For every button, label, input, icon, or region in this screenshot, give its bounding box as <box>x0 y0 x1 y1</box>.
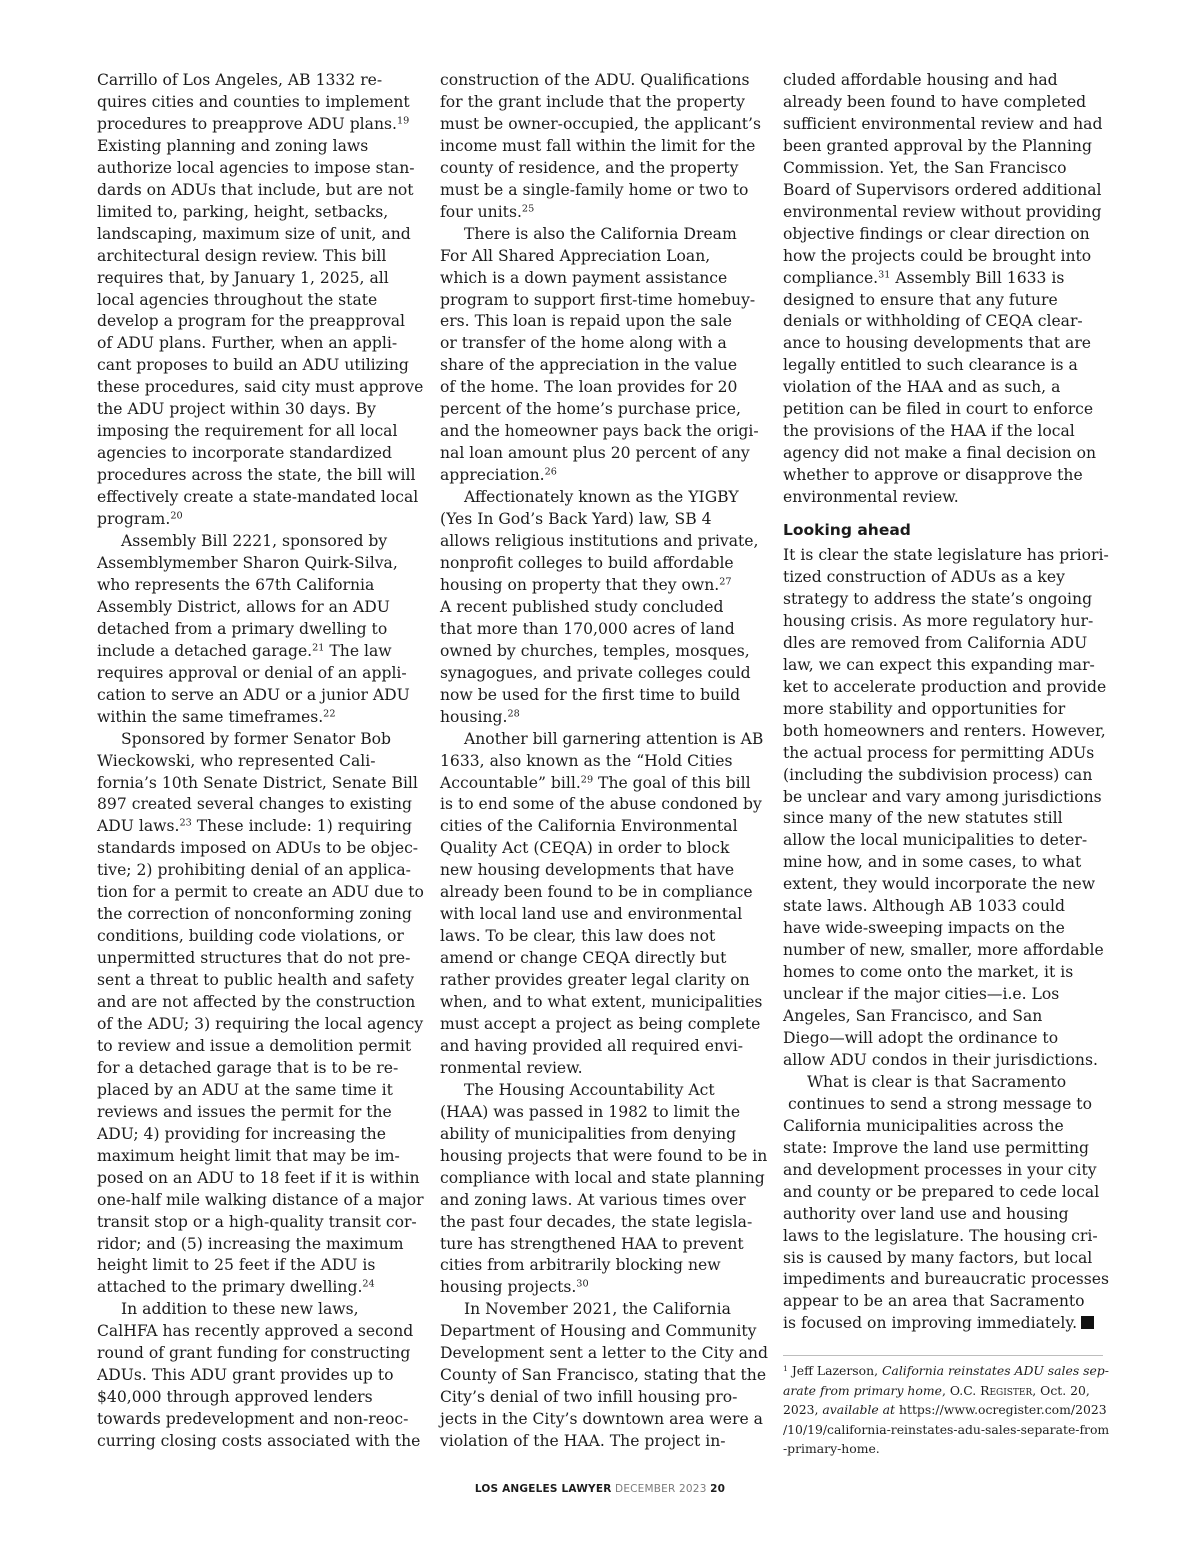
text-line: limited to, parking, height, setbacks, <box>97 202 389 221</box>
text-line: both homeowners and renters. However, <box>783 721 1106 740</box>
text-line: how the projects could be brought into <box>783 246 1092 265</box>
text-line: violation of the HAA. The project in- <box>440 1432 726 1451</box>
text-line: already been found to have completed <box>783 92 1087 111</box>
text-line: of the home. The loan provides for 20 <box>440 378 738 397</box>
text-line: ket to accelerate production and provide <box>783 677 1107 696</box>
text-line: Assembly District, allows for an ADU <box>97 597 390 616</box>
text-line: authorize local agencies to impose stan- <box>97 158 415 177</box>
text-line: Diego—will adopt the ordinance to <box>783 1028 1059 1047</box>
text-line: posed on an ADU to 18 feet if it is within <box>97 1168 420 1187</box>
text-line: Angeles, San Francisco, and San <box>783 1007 1043 1026</box>
page-footer <box>0 1483 1200 1495</box>
text-line: of ADU plans. Further, when an appli- <box>97 334 398 353</box>
footnote-ref: 20 <box>170 510 183 522</box>
issue-date: DECEMBER 2023 <box>615 1483 707 1495</box>
text-line: ridor; and (5) increasing the maximum <box>97 1234 404 1253</box>
text-line: more stability and opportunities for <box>783 699 1066 718</box>
text-line: tized construction of ADUs as a key <box>783 567 1065 586</box>
text-line: one-half mile walking distance of a major <box>97 1190 424 1209</box>
text-line: Existing planning and zoning laws <box>97 136 369 155</box>
footnote-ref: 22 <box>323 708 336 720</box>
text-line: architectural design review. This bill <box>97 246 387 265</box>
text-line: denials or withholding of CEQA clear- <box>783 312 1083 331</box>
footnote-divider <box>783 1355 1103 1356</box>
text-line: agency did not make a final decision on <box>783 444 1097 463</box>
text-line: within the same timeframes.$^{22}$ <box>97 707 336 726</box>
footnote-ref: 29 <box>580 774 594 786</box>
text-line: is focused on improving immediately. <box>783 1313 1103 1335</box>
text-line: which is a down payment assistance <box>440 268 728 287</box>
text-line: nonprofit colleges to build affordable <box>440 553 734 572</box>
text-line: Wieckowski, who represented Cali- <box>97 751 376 770</box>
text-line: extent, they would incorporate the new <box>783 875 1096 894</box>
text-line: (Yes In God’s Back Yard) law, SB 4 <box>440 510 712 529</box>
text-line: already been found to be in compliance <box>440 883 753 902</box>
footnote-ref: 25 <box>521 203 535 215</box>
text-line: the past four decades, the state legisla- <box>440 1212 753 1231</box>
text-line: new housing developments that have <box>440 861 735 880</box>
text-line: $40,000 through approved lenders <box>97 1388 373 1407</box>
text-line: petition can be filed in court to enforce <box>783 400 1094 419</box>
text-line: transit stop or a high-quality transit cor- <box>97 1212 417 1231</box>
footnote-ref: 26 <box>544 466 557 478</box>
text-line: income must fall within the limit for the <box>440 136 756 155</box>
footnote-line: $^1$ Jeff Lazerson, California reinstates ADU sales sep- <box>783 1363 1109 1378</box>
text-line: four units.$^{25}$ <box>440 202 535 221</box>
end-of-article-mark <box>1081 1316 1094 1329</box>
footnote-line: 2023, available at https://www.ocregister.com/2023 <box>783 1402 1107 1418</box>
text-line: number of new, smaller, more affordable <box>783 941 1104 960</box>
text-line: housing projects.$^{30}$ <box>440 1278 589 1297</box>
text-line: that more than 170,000 acres of land <box>440 619 735 638</box>
text-line: county of residence, and the property <box>440 158 739 177</box>
article-column-1 <box>97 70 424 1453</box>
text-line: must accept a project as being complete <box>440 1014 761 1033</box>
footnote-number: 1 <box>783 1363 788 1373</box>
text-line: impediments and bureaucratic processes <box>783 1270 1110 1289</box>
text-line: amend or change CEQA directly but <box>440 949 727 968</box>
text-line: In addition to these new laws, <box>121 1300 359 1319</box>
footnote-url[interactable]: /10/19/california-reinstates-adu-sales-separate-from <box>783 1421 1110 1437</box>
text-line: effectively create a state-mandated local <box>97 488 419 507</box>
text-line: procedures to preapprove ADU plans.$^{19}$ <box>97 114 410 133</box>
text-line: the provisions of the HAA if the local <box>783 422 1075 441</box>
text-line: agencies to incorporate standardized <box>97 444 392 463</box>
text-line: Assemblymember Sharon Quirk-Silva, <box>97 553 398 572</box>
footnote-ref: 21 <box>312 642 325 654</box>
text-line: height limit to 25 feet if the ADU is <box>97 1256 376 1275</box>
text-line: Sponsored by former Senator Bob <box>121 729 392 748</box>
text-line: California municipalities across the <box>783 1116 1064 1135</box>
text-line: detached from a primary dwelling to <box>97 619 388 638</box>
text-line: ADUs. This ADU grant provides up to <box>97 1366 394 1385</box>
text-line: homes to come onto the market, it is <box>783 963 1074 982</box>
text-line: the correction of nonconforming zoning <box>97 905 412 924</box>
text-line: local agencies throughout the state <box>97 290 378 309</box>
footnote-url[interactable]: https://www.ocregister.com/2023 <box>895 1402 1107 1418</box>
text-line: dards on ADUs that include, but are not <box>97 180 414 199</box>
text-line: sent a threat to public health and safety <box>97 971 415 990</box>
footnote-ref: 27 <box>719 576 732 588</box>
text-line: laws. To be clear, this law does not <box>440 927 716 946</box>
text-line: sis is caused by many factors, but local <box>783 1248 1093 1267</box>
text-line: have wide-sweeping impacts on the <box>783 919 1065 938</box>
text-line: share of the appreciation in the value <box>440 356 738 375</box>
text-line: develop a program for the preapproval <box>97 312 406 331</box>
text-line: housing.$^{28}$ <box>440 707 520 726</box>
text-line: In November 2021, the California <box>464 1300 731 1319</box>
text-line: cation to serve an ADU or a junior ADU <box>97 685 410 704</box>
text-line: landscaping, maximum size of unit, and <box>97 224 411 243</box>
text-line: For All Shared Appreciation Loan, <box>440 246 711 265</box>
text-line: Assembly Bill 2221, sponsored by <box>121 532 388 551</box>
text-line: state: Improve the land use permitting <box>783 1138 1090 1157</box>
text-line: A recent published study concluded <box>440 597 724 616</box>
footnote-ref: 23 <box>179 818 192 830</box>
text-line: Department of Housing and Community <box>440 1322 757 1341</box>
text-line: imposing the requirement for all local <box>97 422 398 441</box>
text-line: is to end some of the abuse condoned by <box>440 795 762 814</box>
text-line: ers. This loan is repaid upon the sale <box>440 312 732 331</box>
text-line: percent of the home’s purchase price, <box>440 400 741 419</box>
text-line: allows religious institutions and private, <box>440 532 759 551</box>
text-line: synagogues, and private colleges could <box>440 663 751 682</box>
text-line: and having provided all required envi- <box>440 1036 744 1055</box>
text-line: or transfer of the home along with a <box>440 334 727 353</box>
text-line: tive; 2) prohibiting denial of an applica- <box>97 861 411 880</box>
text-line: laws to the legislature. The housing cri- <box>783 1226 1098 1245</box>
text-line: maximum height limit that may be im- <box>97 1146 400 1165</box>
text-line: who represents the 67th California <box>97 575 375 594</box>
text-line: nal loan amount plus 20 percent of any <box>440 444 750 463</box>
text-line: for a detached garage that is to be re- <box>97 1058 399 1077</box>
text-line: unpermitted structures that do not pre- <box>97 949 411 968</box>
text-line: dles are removed from California ADU <box>783 633 1088 652</box>
text-line: owned by churches, temples, mosques, <box>440 641 750 660</box>
text-line: strategy to address the state’s ongoing <box>783 589 1093 608</box>
text-line: program.$^{20}$ <box>97 510 183 529</box>
text-line: Development sent a letter to the City and <box>440 1344 768 1363</box>
text-line: cities of the California Environmental <box>440 817 738 836</box>
text-line: construction of the ADU. Qualifications <box>440 71 750 89</box>
text-line: ronmental review. <box>440 1058 583 1077</box>
text-line: compliance with local and state planning <box>440 1168 765 1187</box>
text-line: CalHFA has recently approved a second <box>97 1322 414 1341</box>
text-line: environmental review. <box>783 488 959 507</box>
text-line: cant proposes to build an ADU utilizing <box>97 356 409 375</box>
text-line: 1633, also known as the “Hold Cities <box>440 751 733 770</box>
text-line: compliance.$^{31}$ Assembly Bill 1633 is <box>783 268 1065 287</box>
text-line: quires cities and counties to implement <box>97 92 410 111</box>
text-line: What is clear is that Sacramento <box>807 1072 1067 1091</box>
text-line: and county or be prepared to cede local <box>783 1182 1100 1201</box>
text-line: continues to send a strong message to <box>783 1094 1092 1113</box>
text-line: these procedures, said city must approve <box>97 378 424 397</box>
footnote-line: arate from primary home, O.C. Register, Oct. 20, <box>783 1382 1090 1398</box>
text-line: Carrillo of Los Angeles, AB 1332 re- <box>97 71 383 89</box>
text-line: the ADU project within 30 days. By <box>97 400 376 419</box>
text-line: when, and to what extent, municipalities <box>440 993 763 1012</box>
text-line: reviews and issues the permit for the <box>97 1102 392 1121</box>
page-number: 20 <box>710 1483 726 1495</box>
text-line: County of San Francisco, stating that the <box>440 1366 767 1385</box>
text-line: round of grant funding for constructing <box>97 1344 411 1363</box>
text-line: housing projects that were found to be in <box>440 1146 768 1165</box>
text-line: Another bill garnering attention is AB <box>464 729 764 748</box>
text-line: since many of the new statutes still <box>783 809 1063 828</box>
text-line: law, we can expect this expanding mar- <box>783 655 1095 674</box>
text-line: housing crisis. As more regulatory hur- <box>783 611 1094 630</box>
text-line: of the ADU; 3) requiring the local agency <box>97 1014 424 1033</box>
text-line: placed by an ADU at the same time it <box>97 1080 393 1099</box>
text-line: jects in the City’s downtown area were a <box>440 1410 763 1429</box>
text-line: must be owner-occupied, the applicant’s <box>440 114 761 133</box>
footnote-ref: 24 <box>362 1279 375 1291</box>
footnote <box>783 1361 1110 1459</box>
text-line: ADU laws.$^{23}$ These include: 1) requiring <box>97 817 412 836</box>
text-line: ture has strengthened HAA to prevent <box>440 1234 744 1253</box>
text-line: objective findings or clear direction on <box>783 224 1090 243</box>
text-line: include a detached garage.$^{21}$ The law <box>97 641 392 660</box>
text-line: authority over land use and housing <box>783 1204 1069 1223</box>
text-line: tion for a permit to create an ADU due to <box>97 883 424 902</box>
text-line: City’s denial of two infill housing pro- <box>440 1388 738 1407</box>
text-line: cluded affordable housing and had <box>783 71 1058 89</box>
text-line: The Housing Accountability Act <box>464 1080 715 1099</box>
text-line: Commission. Yet, the San Francisco <box>783 158 1067 177</box>
text-line: must be a single-family home or two to <box>440 180 749 199</box>
publication-name: LOS ANGELES LAWYER <box>474 1483 612 1495</box>
text-line: and are not affected by the construction <box>97 993 416 1012</box>
text-line: and the homeowner pays back the origi- <box>440 422 759 441</box>
text-line: attached to the primary dwelling.$^{24}$ <box>97 1278 375 1297</box>
section-heading: Looking ahead <box>783 521 911 540</box>
text-line: and zoning laws. At various times over <box>440 1190 746 1209</box>
footnote-ref: 19 <box>396 115 410 127</box>
article-column-2 <box>440 70 768 1453</box>
text-line: for the grant include that the property <box>440 92 745 111</box>
text-line: requires that, by January 1, 2025, all <box>97 268 389 287</box>
text-line: allow ADU condos in their jurisdictions. <box>783 1050 1098 1069</box>
text-line: curring closing costs associated with the <box>97 1432 421 1451</box>
text-line: conditions, building code violations, or <box>97 927 404 946</box>
text-line: to review and issue a demolition permit <box>97 1036 412 1055</box>
footnote-ref: 30 <box>576 1279 589 1291</box>
text-line: ADU; 4) providing for increasing the <box>97 1124 386 1143</box>
text-line: There is also the California Dream <box>464 224 737 243</box>
text-line: state laws. Although AB 1033 could <box>783 897 1065 916</box>
text-line: Affectionately known as the YIGBY <box>464 488 739 507</box>
article-column-3 <box>783 70 1110 1335</box>
text-line: been granted approval by the Planning <box>783 136 1092 155</box>
text-line: fornia’s 10th Senate District, Senate Bill <box>97 773 418 792</box>
text-line: with local land use and environmental <box>440 905 743 924</box>
text-line: requires approval or denial of an appli- <box>97 663 407 682</box>
text-line: legally entitled to such clearance is a <box>783 356 1078 375</box>
text-line: allow the local municipalities to deter- <box>783 831 1088 850</box>
text-line: standards imposed on ADUs to be objec- <box>97 839 419 858</box>
text-line: unclear if the major cities—i.e. Los <box>783 985 1060 1004</box>
text-line: violation of the HAA and as such, a <box>783 378 1061 397</box>
text-line: 897 created several changes to existing <box>97 795 413 814</box>
footnote-ref: 31 <box>878 269 891 281</box>
footnote-ref: 28 <box>507 708 520 720</box>
text-line: It is clear the state legislature has priori- <box>783 546 1109 565</box>
text-line: procedures across the state, the bill will <box>97 466 416 485</box>
text-line: rather provides greater legal clarity on <box>440 971 750 990</box>
text-line: whether to approve or disapprove the <box>783 466 1083 485</box>
text-line: Quality Act (CEQA) in order to block <box>440 839 730 858</box>
footnote-url[interactable]: -primary-home. <box>783 1441 880 1457</box>
text-line: ance to housing developments that are <box>783 334 1092 353</box>
text-line: environmental review without providing <box>783 202 1102 221</box>
text-line: appreciation.$^{26}$ <box>440 466 557 485</box>
text-line: and development processes in your city <box>783 1160 1097 1179</box>
text-line: appear to be an area that Sacramento <box>783 1292 1085 1311</box>
text-line: mine how, and in some cases, to what <box>783 853 1082 872</box>
text-line: (HAA) was passed in 1982 to limit the <box>440 1102 741 1121</box>
text-line: the actual process for permitting ADUs <box>783 743 1095 762</box>
text-line: be unclear and vary among jurisdictions <box>783 787 1102 806</box>
text-line: Accountable” bill.$^{29}$ The goal of this bill <box>440 773 751 792</box>
text-line: sufficient environmental review and had <box>783 114 1103 133</box>
text-line: ability of municipalities from denying <box>440 1124 737 1143</box>
text-line: cities from arbitrarily blocking new <box>440 1256 721 1275</box>
text-line: program to support first-time homebuy- <box>440 290 756 309</box>
text-line: now be used for the first time to build <box>440 685 741 704</box>
text-line: housing on property that they own.$^{27}$ <box>440 575 732 594</box>
text-line: designed to ensure that any future <box>783 290 1058 309</box>
text-line: (including the subdivision process) can <box>783 765 1093 784</box>
text-line: Board of Supervisors ordered additional <box>783 180 1102 199</box>
text-line: towards predevelopment and non-reoc- <box>97 1410 409 1429</box>
